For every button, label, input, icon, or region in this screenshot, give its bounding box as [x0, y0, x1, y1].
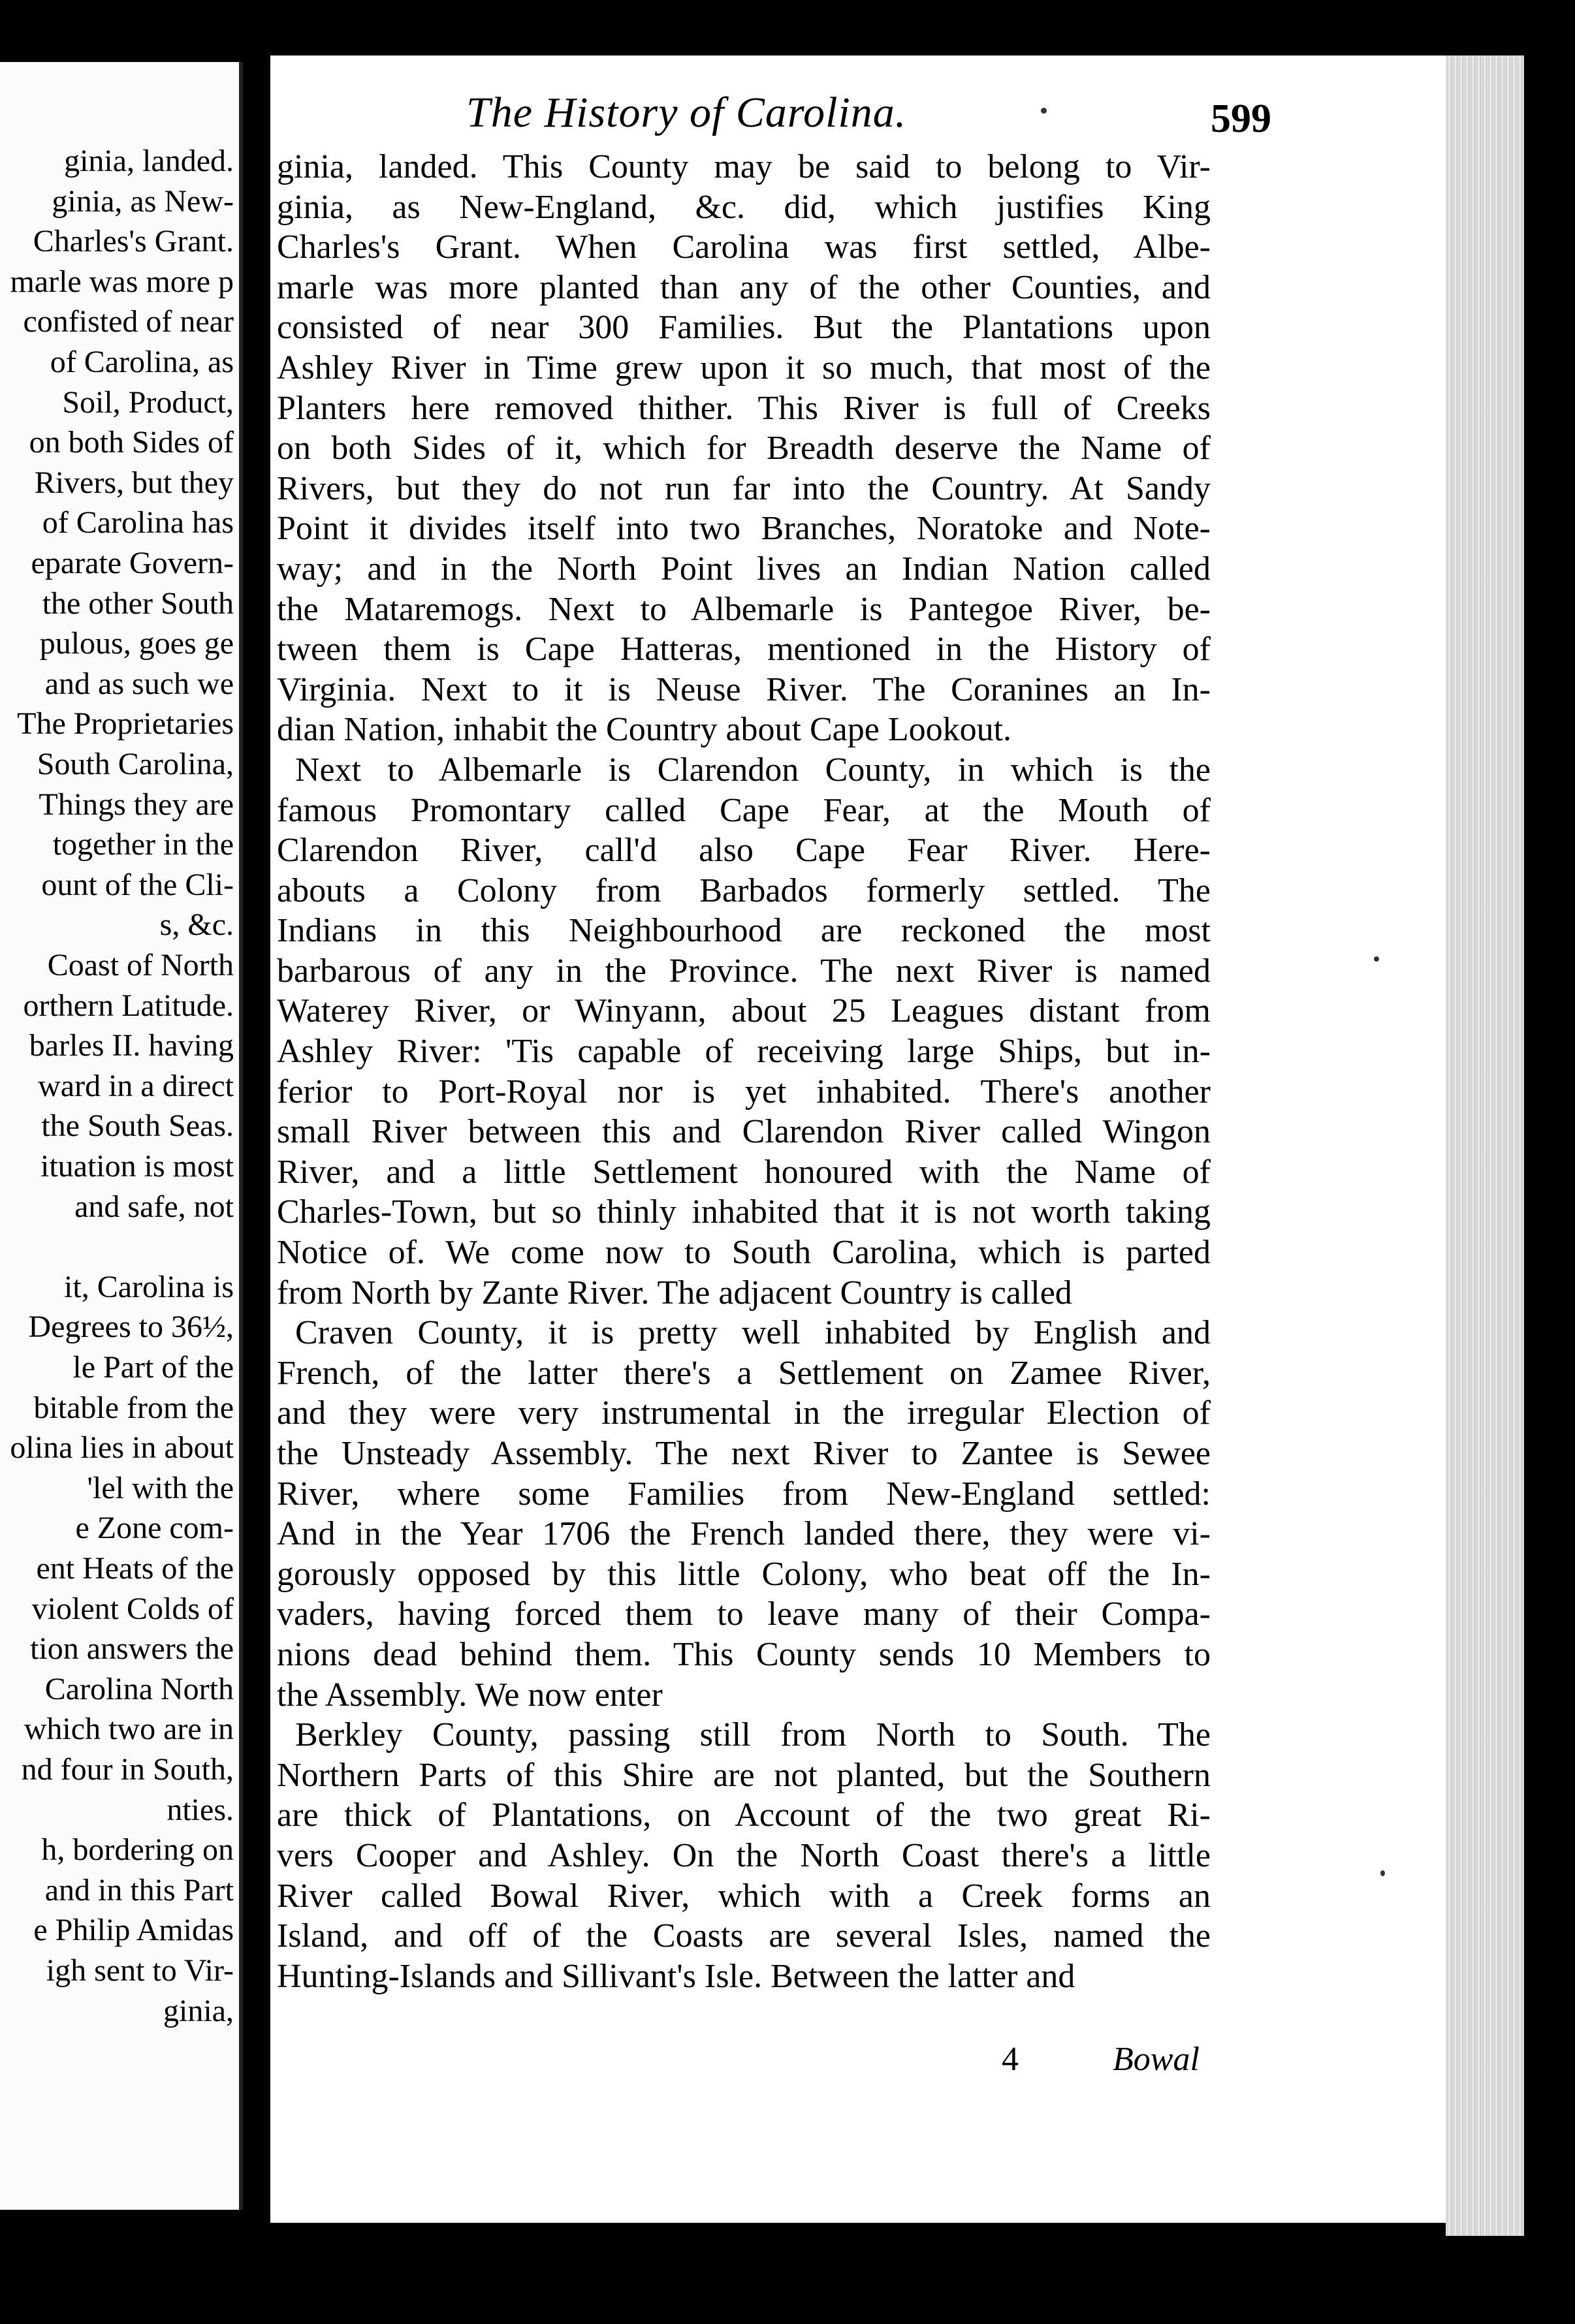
- left-text-line: tion answers the: [30, 1631, 234, 1667]
- text-line: Craven County, it is pretty well inhabited by English and: [295, 1314, 1211, 1352]
- text-line: gorously opposed by this little Colony, who beat off the In-: [277, 1555, 1211, 1593]
- left-text-line: violent Colds of: [31, 1591, 234, 1626]
- text-line: from North by Zante River. The adjacent Country is called: [277, 1274, 1072, 1311]
- left-text-line: le Part of the: [72, 1350, 234, 1385]
- text-line: Rivers, but they do not run far into the Country. At Sandy: [277, 469, 1211, 507]
- print-speck: [1041, 108, 1047, 114]
- left-text-line: igh sent to Vir-: [46, 1953, 234, 1988]
- text-line: Point it divides itself into two Branches, Noratoke and Note-: [277, 510, 1211, 548]
- text-line: Island, and off of the Coasts are several Isles, named the: [277, 1917, 1211, 1955]
- left-text-line: which two are in: [24, 1712, 234, 1747]
- left-text-line: of Carolina has: [42, 505, 234, 541]
- left-text-line: ituation is most: [40, 1149, 234, 1184]
- left-text-line: The Proprietaries: [17, 706, 234, 742]
- text-line: Notice of. We come now to South Carolina, which is parted: [277, 1234, 1211, 1272]
- signature-mark: 4: [1002, 2041, 1019, 2078]
- text-line: And in the Year 1706 the French landed there, they were vi-: [277, 1515, 1211, 1553]
- text-line: ginia, landed. This County may be said to belong to Vir-: [277, 148, 1211, 185]
- left-text-line: h, bordering on: [41, 1832, 234, 1868]
- left-text-line: Rivers, but they: [34, 465, 234, 500]
- left-text-line: bitable from the: [33, 1390, 234, 1425]
- left-text-line: and in this Part: [44, 1872, 234, 1908]
- left-text-line: together in the: [52, 827, 234, 862]
- text-line: are thick of Plantations, on Account of the two great Ri-: [277, 1797, 1211, 1834]
- text-line: Charles's Grant. When Carolina was first settled, Albe-: [277, 228, 1211, 266]
- left-text-line: and safe, not: [74, 1189, 234, 1224]
- left-text-line: marle was more p: [10, 264, 234, 299]
- left-text-line: it, Carolina is: [64, 1269, 234, 1304]
- left-text-line: ent Heats of the: [36, 1551, 234, 1586]
- catchword: Bowal: [1113, 2041, 1200, 2078]
- page-stack-edge: [1446, 55, 1524, 2236]
- text-line: famous Promontary called Cape Fear, at the Mouth of: [277, 791, 1211, 829]
- left-text-line: ginia,: [163, 1993, 234, 2028]
- left-text-line: barles II. having: [29, 1028, 234, 1063]
- text-line: River, and a little Settlement honoured with the Name of: [277, 1153, 1211, 1191]
- left-text-line: pulous, goes ge: [39, 626, 234, 661]
- text-line: marle was more planted than any of the other Counties, and: [277, 268, 1211, 306]
- text-line: nions dead behind them. This County sends 10 Members to: [277, 1635, 1211, 1673]
- print-speck: [1380, 1870, 1385, 1876]
- page-number: 599: [1211, 97, 1271, 141]
- left-text-line: Degrees to 36½,: [28, 1310, 234, 1345]
- left-text-line: olina lies in about: [10, 1430, 234, 1466]
- text-line: River called Bowal River, which with a Creek forms an: [277, 1877, 1211, 1915]
- left-text-line: and as such we: [44, 666, 234, 701]
- text-line: consisted of near 300 Families. But the Plantations upon: [277, 309, 1211, 347]
- left-text-line: ginia, landed.: [64, 144, 234, 178]
- left-text-line: ount of the Cli-: [41, 867, 234, 902]
- text-line: barbarous of any in the Province. The next River is named: [277, 952, 1211, 990]
- body-text: [277, 147, 1211, 1996]
- left-text-line: nties.: [167, 1792, 234, 1827]
- left-text-line: Soil, Product,: [62, 385, 234, 420]
- text-line: Virginia. Next to it is Neuse River. The Coranines an In-: [277, 670, 1211, 708]
- text-line: ferior to Port-Royal nor is yet inhabited. There's another: [277, 1073, 1211, 1110]
- scan-border: [1524, 55, 1575, 2324]
- left-text-line: Things they are: [39, 787, 234, 822]
- text-line: ginia, as New-England, &c. did, which justifies King: [277, 188, 1211, 226]
- left-text-line: Carolina North: [44, 1671, 234, 1706]
- left-text-line: the other South: [42, 586, 234, 621]
- left-text-line: 'lel with the: [87, 1470, 234, 1505]
- left-text-line: orthern Latitude.: [23, 988, 234, 1023]
- text-line: Waterey River, or Winyann, about 25 Leagues distant from: [277, 992, 1211, 1030]
- left-text-line: e Philip Amidas: [33, 1913, 234, 1948]
- text-line: dian Nation, inhabit the Country about Cape Lookout.: [277, 711, 1012, 749]
- left-text-line: Coast of North: [47, 948, 234, 982]
- left-text-line: nd four in South,: [21, 1752, 234, 1787]
- text-line: Charles-Town, but so thinly inhabited that it is not worth taking: [277, 1193, 1211, 1231]
- text-line: on both Sides of it, which for Breadth deserve the Name of: [277, 430, 1211, 467]
- book-gutter: [243, 0, 270, 2324]
- text-line: Ashley River: 'Tis capable of receiving large Ships, but in-: [277, 1033, 1211, 1071]
- left-text-line: s, &c.: [159, 907, 234, 943]
- text-line: River, where some Families from New-England settled:: [277, 1475, 1211, 1513]
- left-page-fragment: [0, 62, 243, 2210]
- left-text-line: on both Sides of: [29, 425, 234, 460]
- right-page: [270, 55, 1446, 2223]
- left-text-line: the South Seas.: [41, 1108, 234, 1144]
- text-line: Ashley River in Time grew upon it so much, that most of the: [277, 349, 1211, 386]
- text-line: tween them is Cape Hatteras, mentioned in the History of: [277, 631, 1211, 668]
- text-line: French, of the latter there's a Settlement on Zamee River,: [277, 1354, 1211, 1392]
- text-line: vers Cooper and Ashley. On the North Coast there's a little: [277, 1836, 1211, 1874]
- text-line: small River between this and Clarendon River called Wingon: [277, 1113, 1211, 1151]
- text-line: Hunting-Islands and Sillivant's Isle. Between the latter and: [277, 1957, 1075, 1995]
- text-line: the Assembly. We now enter: [277, 1676, 663, 1714]
- text-line: the Mataremogs. Next to Albemarle is Pantegoe River, be-: [277, 590, 1211, 628]
- print-speck: [1374, 956, 1379, 962]
- left-text-line: ward in a direct: [38, 1068, 234, 1103]
- text-line: Indians in this Neighbourhood are reckoned the most: [277, 912, 1211, 950]
- left-text-line: ginia, as New-: [52, 183, 234, 219]
- left-text-line: confisted of near: [23, 304, 234, 339]
- text-line: and they were very instrumental in the irregular Election of: [277, 1394, 1211, 1432]
- left-text-line: South Carolina,: [37, 747, 234, 781]
- text-line: Next to Albemarle is Clarendon County, in which is the: [295, 751, 1211, 789]
- text-line: the Unsteady Assembly. The next River to Zantee is Sewee: [277, 1435, 1211, 1472]
- left-text-line: Charles's Grant.: [33, 224, 234, 259]
- text-line: Northern Parts of this Shire are not planted, but the Southern: [277, 1756, 1211, 1794]
- text-line: abouts a Colony from Barbados formerly settled. The: [277, 872, 1211, 909]
- running-head: The History of Carolina.: [466, 89, 907, 136]
- left-text-line: e Zone com-: [75, 1511, 234, 1546]
- text-line: Berkley County, passing still from North to South. The: [295, 1716, 1211, 1754]
- left-text-line: eparate Govern-: [31, 546, 234, 580]
- text-line: Planters here removed thither. This River is full of Creeks: [277, 389, 1211, 427]
- text-line: vaders, having forced them to leave many of their Compa-: [277, 1595, 1211, 1633]
- text-line: Clarendon River, call'd also Cape Fear River. Here-: [277, 832, 1211, 870]
- left-text-line: of Carolina, as: [50, 345, 234, 379]
- text-line: way; and in the North Point lives an Indian Nation called: [277, 550, 1211, 588]
